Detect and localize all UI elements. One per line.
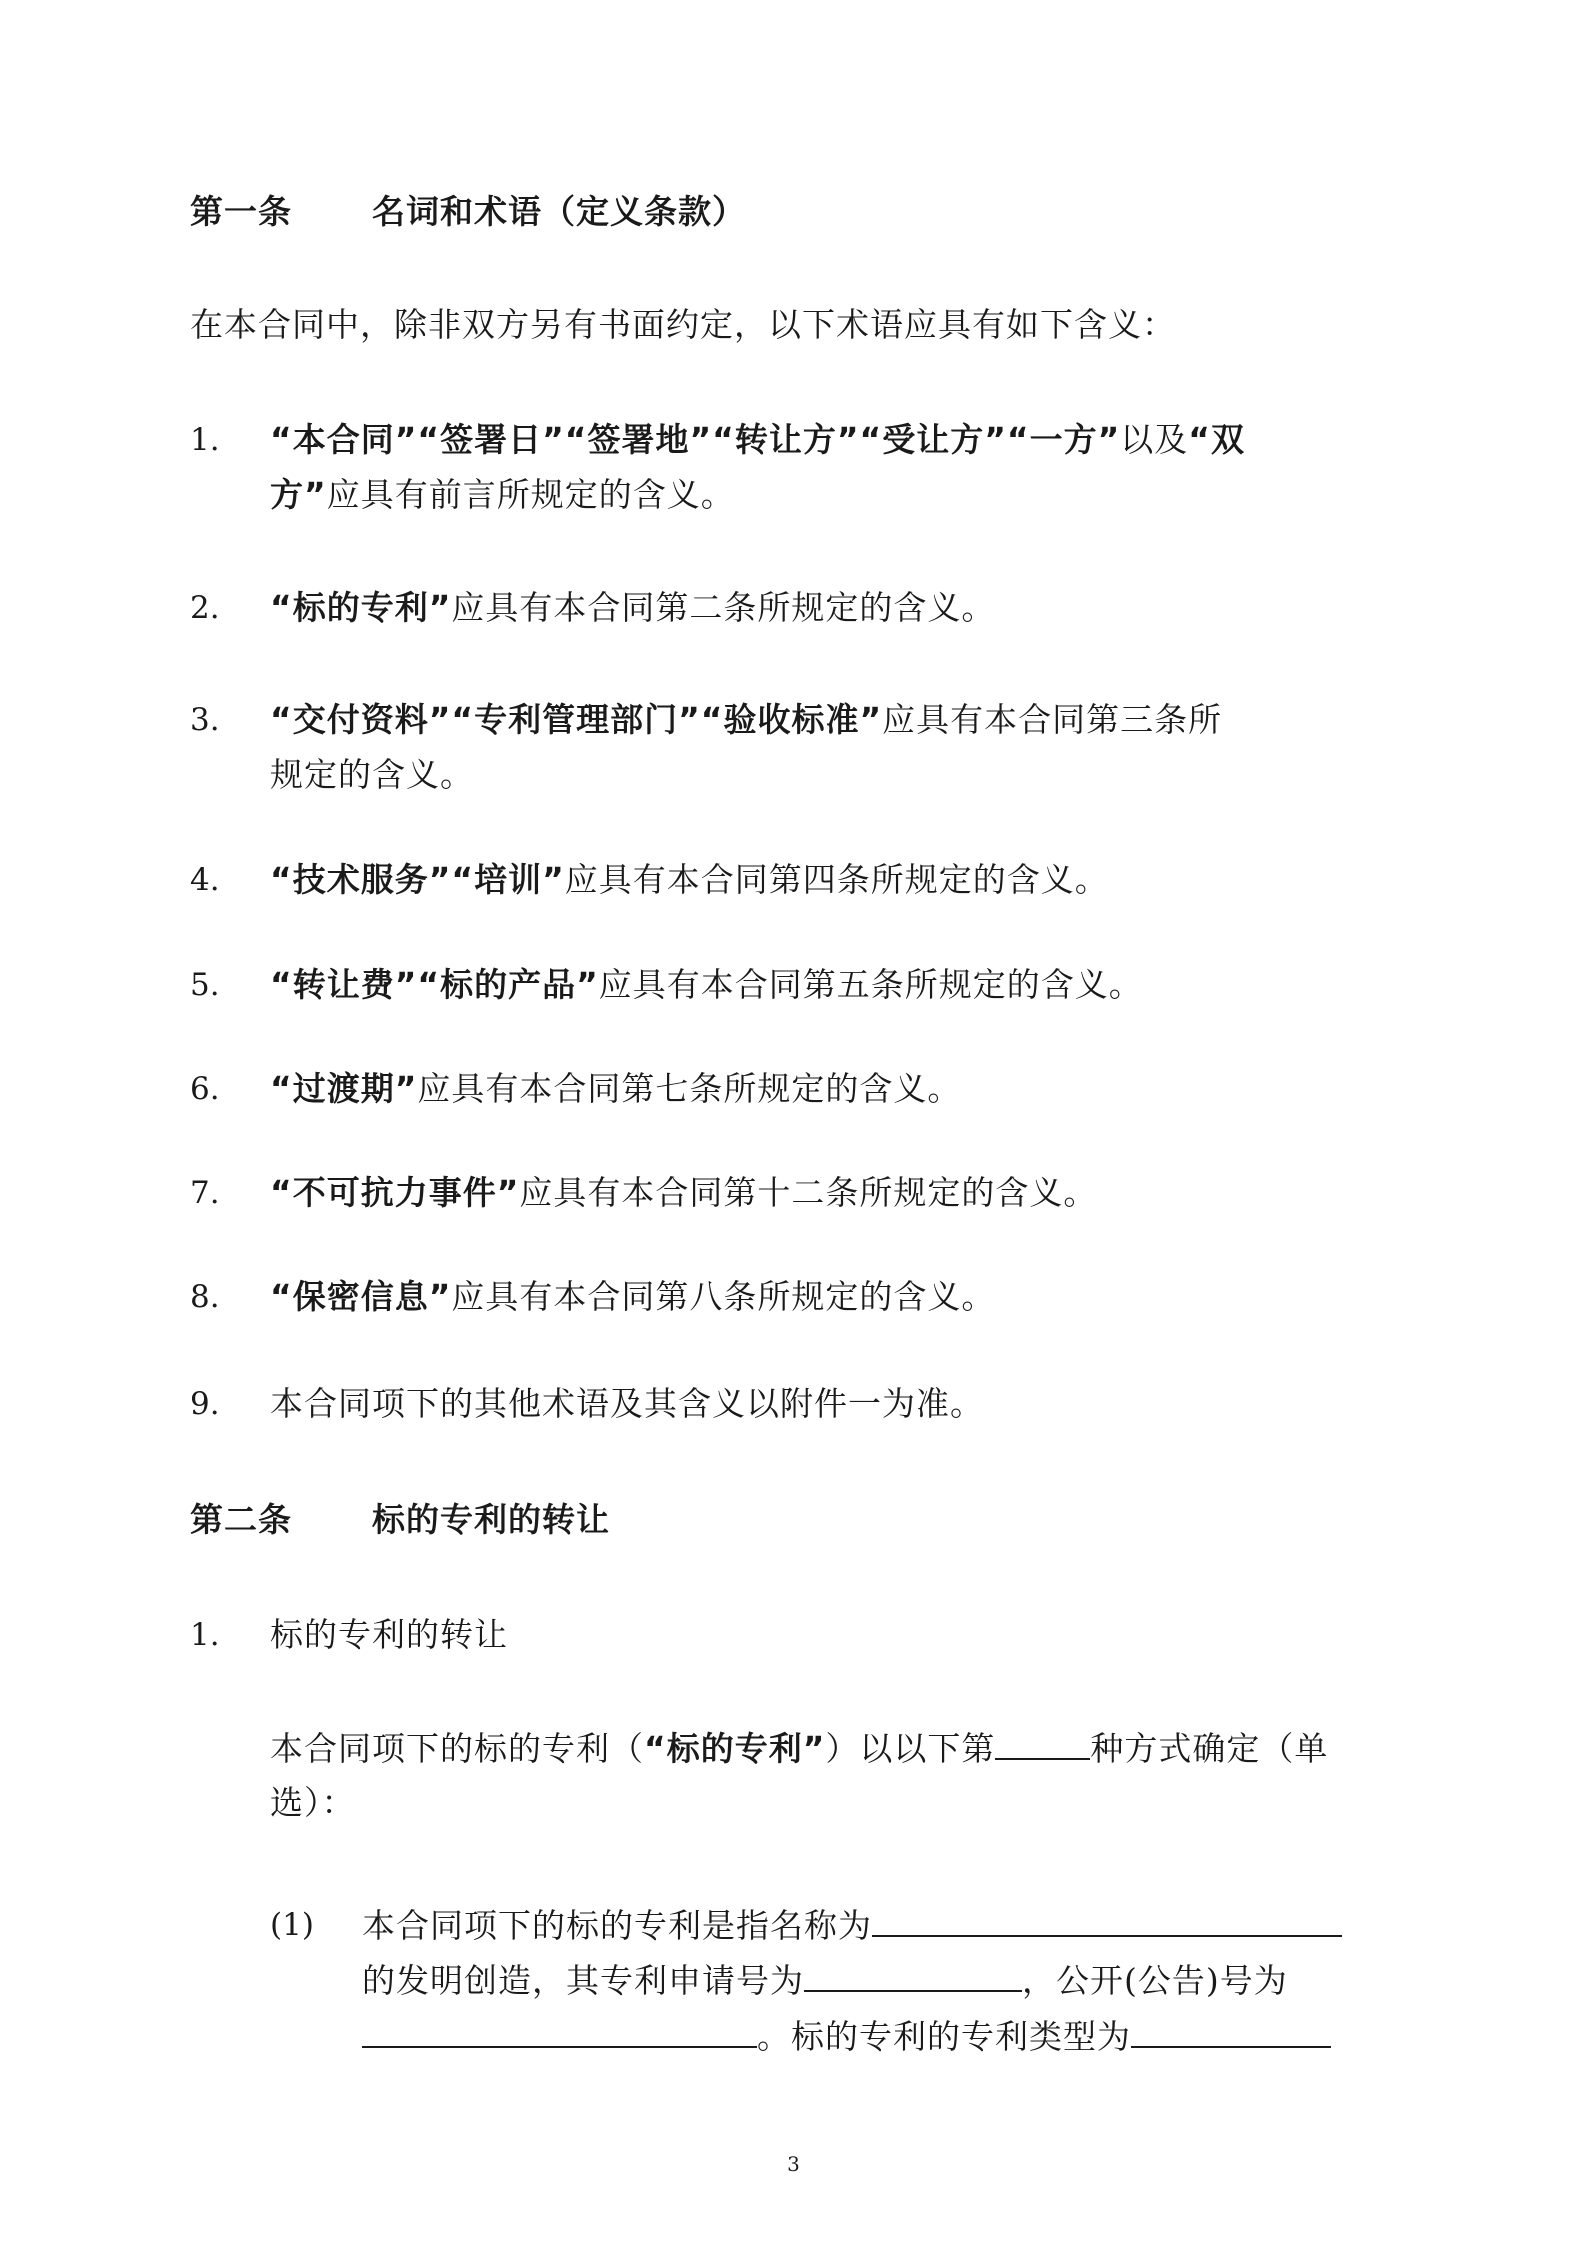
page-number: 3: [787, 2152, 800, 2176]
article-2-title: 标的专利的转让: [372, 1500, 610, 1539]
item-number: 3.: [190, 702, 220, 738]
defined-terms: “保密信息”: [270, 1277, 452, 1316]
invention-name-blank[interactable]: [872, 1905, 1342, 1937]
article-2-label: 第二条: [190, 1500, 292, 1539]
method-number-blank[interactable]: [995, 1728, 1090, 1760]
item-text: 应具有前言所规定的含义。: [326, 475, 735, 514]
option-text: 。标的专利的专利类型为: [757, 2017, 1131, 2056]
defined-terms: “转让费”“标的产品”: [270, 965, 599, 1004]
article-1-title: 名词和术语（定义条款）: [372, 192, 746, 231]
definition-item-7: [270, 1173, 1097, 1213]
defined-terms: “交付资料”“专利管理部门”“验收标准”: [270, 700, 883, 739]
item-number: 1.: [190, 1617, 220, 1653]
defined-terms: “过渡期”: [270, 1069, 418, 1108]
subsection-title: 标的专利的转让: [270, 1615, 508, 1654]
publication-number-blank[interactable]: [362, 2016, 757, 2048]
selection-paragraph-line-1: [270, 1728, 1328, 1769]
item-text: 应具有本合同第二条所规定的含义。: [451, 588, 996, 627]
defined-terms: “不可抗力事件”: [270, 1173, 520, 1212]
definition-item-3-line-2: 规定的含义。: [270, 755, 474, 794]
defined-terms: “双: [1188, 420, 1245, 459]
item-number: 5.: [190, 967, 220, 1003]
article-1-label: 第一条: [190, 192, 292, 231]
article-2-heading: [190, 1500, 610, 1540]
article-1-heading: [190, 192, 746, 232]
paragraph-text: ）以以下第: [825, 1729, 996, 1768]
defined-terms: “技术服务”“培训”: [270, 860, 565, 899]
definition-item-2: [270, 588, 995, 628]
item-text: 应具有本合同第八条所规定的含义。: [451, 1277, 996, 1316]
definition-item-8: [270, 1277, 995, 1317]
application-number-blank[interactable]: [804, 1960, 1022, 1992]
item-number: 4.: [190, 862, 220, 898]
definition-item-1-line-1: [270, 420, 1245, 460]
option-1-line-3: [362, 2016, 1331, 2057]
option-text: 的发明创造，其专利申请号为: [362, 1961, 804, 2000]
item-number: 8.: [190, 1279, 220, 1315]
item-number: 1.: [190, 422, 220, 458]
definition-item-6: [270, 1069, 961, 1109]
item-text: 应具有本合同第十二条所规定的含义。: [519, 1173, 1098, 1212]
paragraph-text: 种方式确定（单: [1090, 1729, 1329, 1768]
selection-paragraph-line-2: 选）：: [270, 1783, 356, 1822]
defined-terms: “标的专利”: [270, 588, 452, 627]
option-number: (1): [270, 1907, 314, 1943]
item-text: 应具有本合同第五条所规定的含义。: [598, 965, 1143, 1004]
item-text: 应具有本合同第七条所规定的含义。: [417, 1069, 962, 1108]
defined-terms: “本合同”“签署日”“签署地”“转让方”“受让方”“一方”: [270, 420, 1121, 459]
paragraph-text: 本合同项下的标的专利（: [270, 1729, 644, 1768]
patent-type-blank[interactable]: [1131, 2016, 1331, 2048]
option-1-line-2: [362, 1960, 1288, 2001]
option-text: 本合同项下的标的专利是指名称为: [362, 1906, 872, 1945]
option-text: ，公开(公告)号为: [1022, 1961, 1288, 2000]
definition-item-4: [270, 860, 1109, 900]
definition-item-3-line-1: [270, 700, 1222, 740]
option-1-line-1: [362, 1905, 1342, 1946]
item-number: 6.: [190, 1071, 220, 1107]
item-number: 9.: [190, 1386, 220, 1422]
definition-item-9: 本合同项下的其他术语及其含义以附件一为准。: [270, 1384, 984, 1423]
item-number: 7.: [190, 1175, 220, 1211]
definition-item-1-line-2: [270, 475, 735, 515]
item-number: 2.: [190, 590, 220, 626]
defined-terms: “标的专利”: [644, 1729, 826, 1768]
item-text: 以及: [1120, 420, 1189, 459]
item-text: 应具有本合同第三条所: [882, 700, 1223, 739]
definition-item-5: [270, 965, 1143, 1005]
article-1-intro: 在本合同中，除非双方另有书面约定，以下术语应具有如下含义：: [190, 305, 1176, 344]
item-text: 应具有本合同第四条所规定的含义。: [564, 860, 1109, 899]
defined-terms: 方”: [270, 475, 327, 514]
